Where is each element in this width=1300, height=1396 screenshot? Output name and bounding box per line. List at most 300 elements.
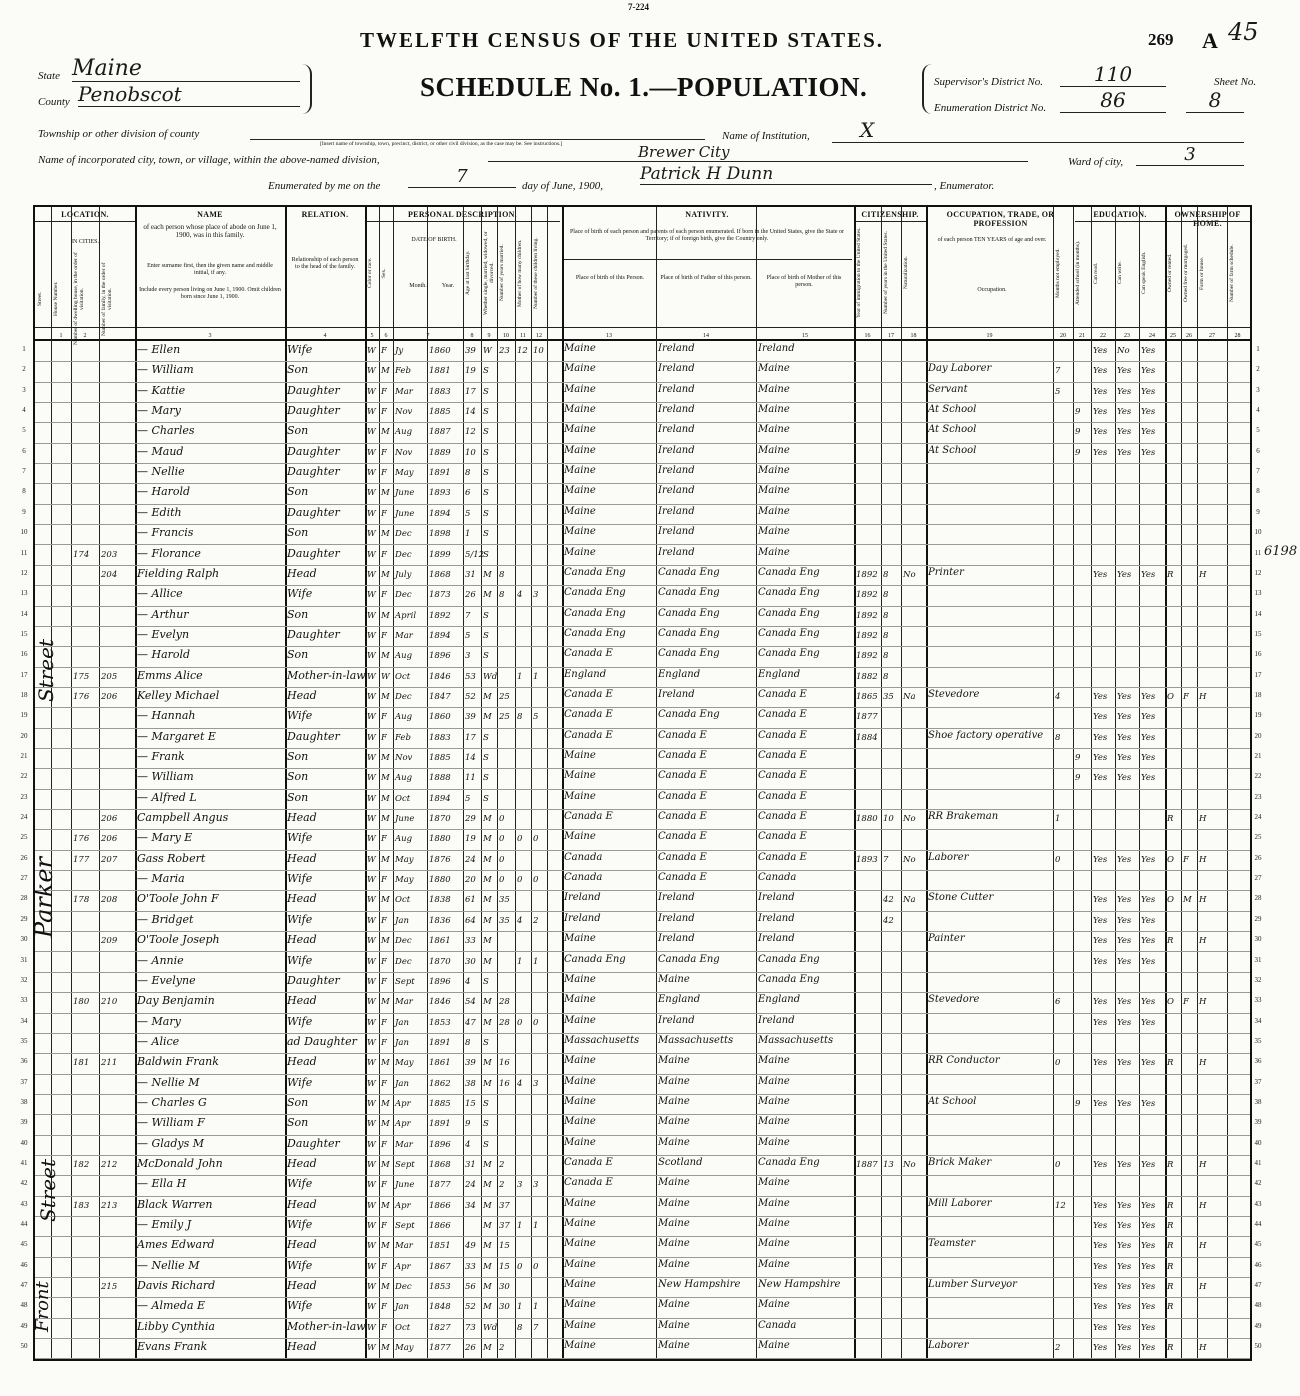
- enumerator-value: Patrick H Dunn: [640, 164, 932, 185]
- line-number-right: 47: [1254, 1281, 1262, 1290]
- cell-bm: Canada Eng: [758, 648, 820, 660]
- line-number-left: 25: [20, 833, 28, 842]
- cell-occ: Day Laborer: [928, 363, 992, 375]
- cell-rd: Yes: [1093, 915, 1108, 926]
- cell-sp: Yes: [1141, 407, 1156, 418]
- cell-bf: Canada E: [658, 851, 707, 863]
- schedule-title: SCHEDULE No. 1.—POPULATION.: [420, 72, 868, 102]
- cell-sex: F: [381, 1017, 387, 1028]
- cell-bf: Canada E: [658, 770, 707, 782]
- cell-wr: Yes: [1117, 773, 1132, 784]
- cell-race: W: [367, 346, 376, 356]
- cell-bp: Maine: [564, 790, 596, 802]
- cell-yr: 1867: [429, 1261, 451, 1272]
- cell-bf: Maine: [658, 1075, 690, 1087]
- cell-rel: Daughter: [287, 627, 340, 641]
- cell-age: 34: [465, 1200, 476, 1211]
- header-brace-right: [922, 64, 932, 114]
- sheet-value: 8: [1186, 88, 1244, 113]
- cell-mar: S: [483, 651, 489, 662]
- cell-rel: Daughter: [287, 444, 340, 458]
- cell-mar: M: [483, 1261, 492, 1272]
- line-number-right: 20: [1254, 731, 1262, 740]
- column-number: 11: [520, 333, 526, 339]
- cell-bp: Maine: [564, 526, 596, 538]
- table-row: [35, 911, 1250, 932]
- cell-mar: S: [483, 976, 489, 987]
- line-number-left: 1: [22, 345, 26, 353]
- cell-mo: Dec: [395, 529, 412, 540]
- cell-imm: 1882: [856, 671, 878, 682]
- table-row: [35, 1175, 1250, 1196]
- line-number-left: 49: [20, 1321, 28, 1330]
- line-number-right: 24: [1254, 813, 1262, 822]
- line-number-right: 12: [1254, 568, 1262, 577]
- cell-sp: Yes: [1141, 732, 1156, 743]
- cell-race: W: [367, 610, 376, 621]
- table-row: [35, 1135, 1250, 1156]
- cell-bf: Ireland: [658, 444, 695, 456]
- table-row: [35, 972, 1250, 993]
- cell-yus: 8: [883, 610, 889, 621]
- column-number: 19: [986, 333, 993, 339]
- cell-sex: F: [381, 508, 387, 519]
- cell-lv: 5: [533, 712, 539, 723]
- township-note: [Insert name of township, town, precinct, district, or other civil division, as the case may be. See instructions.]: [320, 141, 563, 147]
- cell-wr: Yes: [1117, 1302, 1132, 1313]
- cell-race: W: [367, 1098, 376, 1109]
- cell-occ: Laborer: [928, 1340, 969, 1352]
- cell-age: 4: [465, 976, 471, 987]
- cell-rel: Head: [287, 1055, 317, 1069]
- cell-imm: 1892: [856, 651, 878, 662]
- cell-lv: 3: [533, 1078, 539, 1089]
- cell-age: 19: [465, 366, 476, 377]
- line-number-left: 17: [20, 670, 28, 679]
- cell-ch: 3: [517, 1180, 523, 1191]
- line-number-right: 8: [1256, 487, 1260, 496]
- cell-imm: 1892: [856, 590, 878, 601]
- cell-sp: Yes: [1141, 691, 1156, 702]
- cell-fh: H: [1199, 1160, 1207, 1170]
- cell-own: R: [1167, 1343, 1174, 1354]
- column-header-living: Number of these children living.: [533, 237, 539, 309]
- line-number-right: 30: [1254, 935, 1262, 944]
- cell-sp: Yes: [1141, 1322, 1156, 1333]
- cell-sex: M: [381, 691, 390, 702]
- cell-race: W: [367, 997, 376, 1008]
- column-number: 4: [323, 333, 327, 339]
- cell-ch: 0: [517, 834, 523, 845]
- cell-age: 5: [465, 630, 471, 641]
- cell-dw: 180: [73, 997, 90, 1008]
- cell-mar: M: [483, 956, 492, 967]
- cell-yr: 1885: [429, 407, 451, 418]
- cell-own: R: [1167, 1302, 1174, 1313]
- line-number-left: 27: [20, 874, 28, 883]
- column-header-farm-schedule: Number of farm schedule.: [1229, 244, 1235, 302]
- cell-yr: 1870: [429, 814, 451, 825]
- cell-name: Evans Frank: [137, 1340, 208, 1354]
- cell-mo: Mar: [395, 1241, 413, 1252]
- cell-mo: Jan: [395, 1078, 409, 1089]
- cell-sp: Yes: [1141, 1160, 1156, 1170]
- cell-age: 12: [465, 427, 476, 438]
- column-number: 25: [1170, 333, 1176, 339]
- cell-bp: Maine: [564, 1258, 596, 1270]
- cell-name: — Evelyne: [137, 973, 196, 987]
- cell-yus: 8: [883, 671, 889, 682]
- cell-mo: Mar: [395, 997, 413, 1008]
- cell-name: Campbell Angus: [137, 811, 229, 825]
- cell-bp: Maine: [564, 933, 596, 945]
- cell-bf: Maine: [658, 1319, 690, 1331]
- cell-sex: M: [381, 366, 390, 377]
- cell-mo: May: [395, 1058, 414, 1069]
- cell-wr: Yes: [1117, 1221, 1132, 1232]
- cell-sex: F: [381, 1261, 387, 1272]
- cell-mar: Wd: [483, 1322, 498, 1333]
- cell-own: O: [1167, 854, 1174, 865]
- cell-race: W: [367, 468, 376, 479]
- cell-name: O'Toole John F: [137, 892, 219, 906]
- line-number-right: 49: [1254, 1321, 1262, 1330]
- cell-mne: 8: [1055, 732, 1061, 743]
- cell-own: R: [1167, 1200, 1174, 1211]
- cell-name: Ames Edward: [137, 1238, 215, 1252]
- cell-mo: Aug: [395, 651, 413, 662]
- cell-yr: 1827: [429, 1322, 451, 1333]
- cell-fam: 209: [101, 936, 118, 947]
- cell-bf: Canada E: [658, 729, 707, 741]
- cell-wr: Yes: [1117, 956, 1132, 967]
- line-number-left: 15: [20, 629, 28, 638]
- cell-own: R: [1167, 1058, 1174, 1069]
- cell-bm: Canada Eng: [758, 1157, 820, 1168]
- cell-ym: 25: [499, 712, 510, 723]
- cell-yr: 1883: [429, 386, 451, 397]
- cell-name: Libby Cynthia: [137, 1319, 215, 1333]
- cell-name: — Annie: [137, 953, 184, 967]
- cell-age: 49: [465, 1241, 476, 1252]
- cell-bm: Canada Eng: [758, 607, 820, 619]
- enumeration-label: Enumeration District No.: [934, 102, 1047, 114]
- line-number-left: 6: [22, 446, 26, 455]
- cell-ym: 2: [499, 1180, 505, 1191]
- cell-bm: Maine: [758, 1075, 790, 1087]
- cell-sp: Yes: [1141, 366, 1156, 377]
- cell-bm: Canada Eng: [758, 627, 820, 639]
- line-number-left: 43: [20, 1199, 28, 1208]
- enumeration-value: 86: [1060, 88, 1166, 113]
- line-number-right: 34: [1254, 1016, 1262, 1025]
- cell-wr: Yes: [1117, 1343, 1132, 1354]
- cell-bf: Canada E: [658, 831, 707, 843]
- cell-wr: Yes: [1117, 1322, 1132, 1333]
- cell-mar: M: [483, 895, 492, 906]
- street-note-lower: Street: [36, 1158, 60, 1222]
- cell-sex: M: [381, 753, 390, 763]
- cell-rd: Yes: [1093, 854, 1108, 865]
- column-number: 5: [370, 333, 374, 339]
- line-number-right: 28: [1254, 894, 1262, 903]
- cell-lv: 1: [533, 671, 539, 682]
- cell-race: W: [367, 590, 376, 601]
- cell-bp: Ireland: [564, 892, 601, 904]
- cell-ch: 4: [517, 1078, 523, 1089]
- cell-race: W: [367, 549, 376, 560]
- cell-race: W: [367, 1058, 376, 1069]
- cell-fh: H: [1199, 691, 1207, 702]
- column-header-years-us: Number of years in the United States.: [883, 231, 889, 315]
- cell-rel: Son: [287, 485, 309, 499]
- cell-occ: Shoe factory operative: [928, 729, 1044, 741]
- cell-name: — Maud: [137, 444, 184, 458]
- cell-age: 11: [465, 773, 476, 784]
- column-header-farm: Farm or house.: [1199, 256, 1205, 290]
- cell-wr: Yes: [1117, 997, 1132, 1008]
- cell-bf: Canada Eng: [658, 648, 720, 660]
- line-number-left: 34: [20, 1016, 28, 1025]
- cell-bf: Maine: [658, 1095, 690, 1107]
- cell-yus: 8: [883, 590, 889, 601]
- cell-lv: 10: [533, 346, 544, 356]
- cell-sex: M: [381, 793, 390, 804]
- cell-age: 4: [465, 1139, 471, 1150]
- cell-ym: 2: [499, 1160, 505, 1170]
- cell-age: 15: [465, 1098, 476, 1109]
- cell-fh: H: [1199, 936, 1207, 947]
- cell-wr: Yes: [1117, 895, 1132, 906]
- cell-bm: Maine: [758, 1177, 790, 1189]
- group-occupation: OCCUPATION, TRADE, OR PROFESSION: [946, 210, 1055, 228]
- top-mark: 7-224: [628, 2, 649, 12]
- cell-mar: M: [483, 1058, 492, 1069]
- line-number-left: 18: [20, 690, 28, 699]
- table-row: [35, 768, 1250, 789]
- cell-bm: Maine: [758, 363, 790, 375]
- cell-bf: Ireland: [658, 1014, 695, 1026]
- cell-fr: F: [1183, 854, 1189, 865]
- occupation-desc: of each person TEN YEARS of age and over.: [937, 237, 1047, 243]
- table-row: [35, 1074, 1250, 1095]
- cell-bm: Maine: [758, 1299, 790, 1311]
- cell-yr: 1838: [429, 895, 451, 906]
- cell-race: W: [367, 1261, 376, 1272]
- cell-ym: 30: [499, 1282, 510, 1293]
- cell-name: — Frank: [137, 750, 185, 763]
- table-row: [35, 870, 1250, 891]
- cell-name: — Almeda E: [137, 1299, 206, 1313]
- cell-sex: W: [381, 671, 390, 682]
- column-number: 14: [703, 333, 709, 339]
- cell-imm: 1880: [856, 814, 878, 825]
- cell-yr: 1861: [429, 1058, 451, 1069]
- cell-race: W: [367, 814, 376, 825]
- cell-sch: 9: [1075, 427, 1081, 438]
- line-number-right: 26: [1254, 853, 1262, 862]
- table-row: [35, 1257, 1250, 1278]
- cell-sex: F: [381, 1078, 387, 1089]
- cell-ym: 15: [499, 1261, 510, 1272]
- enumerator-label: , Enumerator.: [934, 180, 995, 192]
- cell-dw: 177: [73, 854, 90, 865]
- cell-own: R: [1167, 569, 1174, 580]
- cell-bp: Maine: [564, 1116, 596, 1128]
- cell-race: W: [367, 1322, 376, 1333]
- cell-wr: Yes: [1117, 407, 1132, 418]
- cell-yr: 1853: [429, 1282, 451, 1293]
- cell-bf: Ireland: [658, 383, 695, 395]
- cell-name: Baldwin Frank: [137, 1055, 219, 1069]
- cell-rel: Head: [287, 1238, 317, 1252]
- line-number-left: 39: [20, 1118, 28, 1127]
- cell-ym: 30: [499, 1302, 510, 1313]
- cell-bm: Maine: [758, 1116, 790, 1128]
- line-number-left: 35: [20, 1036, 28, 1045]
- column-number: 26: [1186, 333, 1192, 339]
- cell-fh: H: [1199, 1058, 1207, 1069]
- cell-sp: Yes: [1141, 936, 1156, 947]
- cell-name: — Emily J: [137, 1218, 192, 1232]
- cell-bm: Maine: [758, 1258, 790, 1270]
- cell-yus: 10: [883, 814, 894, 825]
- cell-bf: Ireland: [658, 912, 695, 924]
- enumerated-month-label: day of June, 1900,: [522, 180, 603, 192]
- line-number-right: 32: [1254, 975, 1262, 984]
- cell-bm: Canada Eng: [758, 973, 820, 985]
- table-row: [35, 952, 1250, 973]
- cell-bf: Ireland: [658, 343, 695, 354]
- cell-rd: Yes: [1093, 691, 1108, 702]
- cell-rd: Yes: [1093, 1058, 1108, 1069]
- cell-own: R: [1167, 936, 1174, 947]
- state-value: Maine: [72, 56, 300, 82]
- cell-sex: M: [381, 1241, 390, 1252]
- cell-mar: S: [483, 508, 489, 519]
- cell-dw: 176: [73, 834, 90, 845]
- cell-yr: 1847: [429, 691, 451, 702]
- cell-rel: Wife: [287, 1258, 313, 1272]
- line-number-left: 13: [20, 589, 28, 598]
- cell-occ: Lumber Surveyor: [928, 1279, 1017, 1291]
- cell-name: — Arthur: [137, 607, 189, 621]
- cell-age: 39: [465, 1058, 476, 1069]
- cell-sex: M: [381, 895, 390, 906]
- cell-bm: Canada: [758, 872, 797, 884]
- cell-sch: 9: [1075, 1098, 1081, 1109]
- cell-bf: Maine: [658, 1177, 690, 1189]
- cell-mar: M: [483, 1180, 492, 1191]
- cell-bf: Ireland: [658, 546, 695, 558]
- cell-mar: S: [483, 610, 489, 621]
- line-number-right: 17: [1254, 670, 1262, 679]
- cell-bp: Maine: [564, 444, 596, 456]
- cell-yr: 1851: [429, 1241, 451, 1252]
- cell-mar: M: [483, 691, 492, 702]
- cell-yr: 1868: [429, 1160, 451, 1170]
- cell-race: W: [367, 915, 376, 926]
- line-number-left: 2: [22, 365, 26, 374]
- cell-bm: Maine: [758, 546, 790, 558]
- table-row: [35, 1277, 1250, 1298]
- date-of-birth: DATE OF BIRTH.: [411, 237, 457, 243]
- cell-name: — William: [137, 363, 194, 377]
- cell-bp: Maine: [564, 1299, 596, 1311]
- cell-age: 5: [465, 508, 471, 519]
- line-number-right: 2: [1256, 365, 1260, 374]
- cell-wr: Yes: [1117, 854, 1132, 865]
- cell-wr: Yes: [1117, 427, 1132, 438]
- cell-imm: 1892: [856, 569, 878, 580]
- column-number: 16: [864, 333, 871, 339]
- table-row: [35, 341, 1250, 362]
- cell-bm: Maine: [758, 465, 790, 477]
- cell-bm: Canada E: [758, 831, 807, 843]
- cell-yr: 1853: [429, 1017, 451, 1028]
- cell-ch: 4: [517, 590, 523, 601]
- cell-yr: 1889: [429, 447, 451, 458]
- cell-bp: Maine: [564, 485, 596, 497]
- cell-mar: M: [483, 1078, 492, 1089]
- cell-sch: 9: [1075, 773, 1081, 784]
- occupation-sub: Occupation.: [977, 287, 1007, 293]
- table-row: [35, 748, 1250, 769]
- cell-age: 10: [465, 447, 476, 458]
- cell-mo: Nov: [395, 447, 413, 458]
- cell-bf: Maine: [658, 1197, 690, 1209]
- cell-bp: Canada: [564, 872, 603, 884]
- cell-sex: F: [381, 1037, 387, 1048]
- table-row: [35, 1033, 1250, 1054]
- cell-rel: Wife: [287, 1177, 313, 1191]
- line-number-right: 18: [1254, 690, 1262, 699]
- cell-bm: Canada E: [758, 851, 807, 863]
- cell-bm: Canada Eng: [758, 953, 820, 965]
- cell-sex: F: [381, 386, 387, 397]
- line-number-left: 26: [20, 853, 28, 862]
- cell-yr: 1888: [429, 773, 451, 784]
- cell-age: 56: [465, 1282, 476, 1293]
- cell-lv: 3: [533, 1180, 539, 1191]
- line-number-right: 9: [1256, 507, 1260, 516]
- cell-rel: Head: [287, 892, 317, 906]
- cell-rd: Yes: [1093, 1160, 1108, 1170]
- column-number: 17: [888, 333, 894, 339]
- cell-imm: 1893: [856, 854, 878, 865]
- cell-rel: Daughter: [287, 729, 340, 743]
- table-row: [35, 463, 1250, 484]
- cell-bp: Maine: [564, 1075, 596, 1087]
- line-number-left: 42: [20, 1179, 28, 1188]
- table-row: [35, 402, 1250, 423]
- line-number-left: 32: [20, 975, 28, 984]
- group-relation: RELATION.: [301, 210, 349, 219]
- cell-age: 1: [465, 529, 471, 540]
- table-row: [35, 504, 1250, 525]
- cell-name: — Harold: [137, 648, 191, 662]
- cell-rd: Yes: [1093, 936, 1108, 947]
- county-value: Penobscot: [78, 82, 300, 107]
- cell-sp: Yes: [1141, 1058, 1156, 1069]
- cell-fh: H: [1199, 1282, 1207, 1293]
- cell-yr: 1876: [429, 854, 451, 865]
- cell-sp: Yes: [1141, 1017, 1156, 1028]
- cell-mar: M: [483, 1343, 492, 1354]
- cell-bp: Maine: [564, 363, 596, 375]
- cell-name: — Edith: [137, 505, 182, 519]
- cell-rd: Yes: [1093, 346, 1108, 356]
